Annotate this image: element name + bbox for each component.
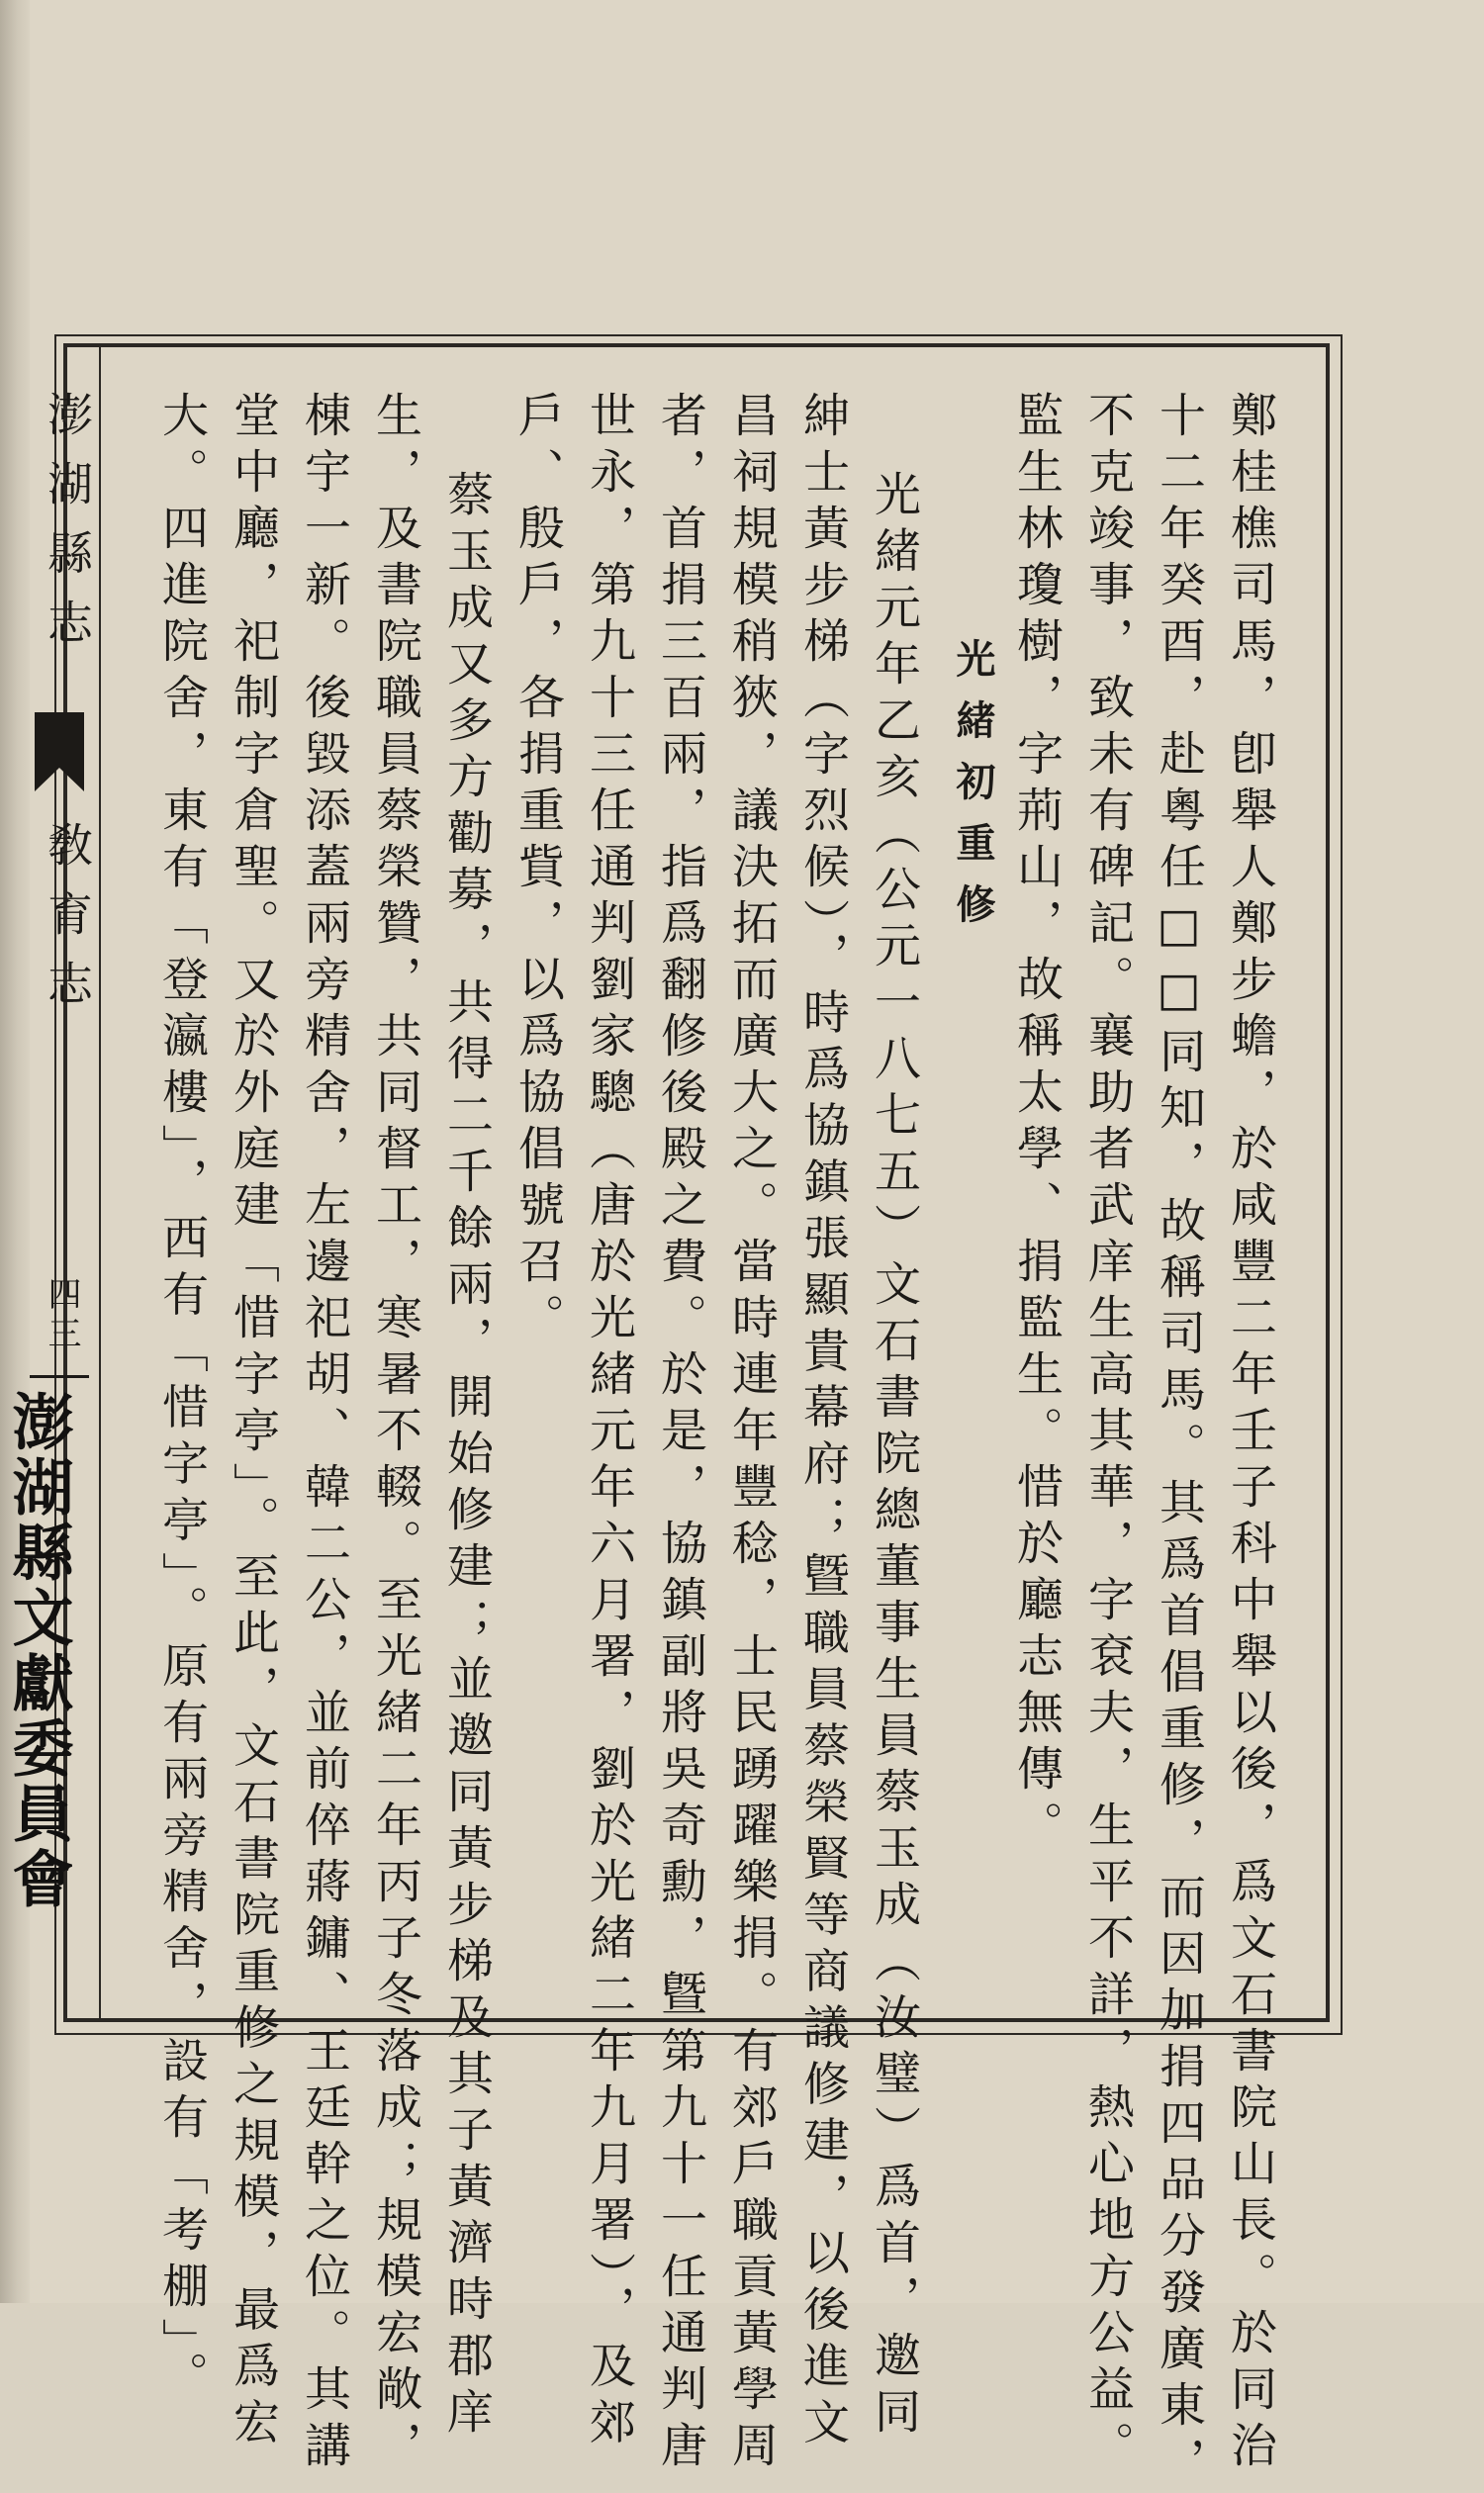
running-head-section: 敎育志 (41, 821, 94, 1029)
text-column-5: 光緒元年乙亥（公元一八七五）文石書院總董事生員蔡玉成（汝璧）爲首，邀同 (867, 470, 921, 2444)
text-column-6: 紳士黃步梯（字烈候），時爲協鎮張顯貴幕府；曁職員蔡榮賢等商議修建，以後進文 (795, 391, 850, 2454)
text-column-3: 不克竣事，致未有碑記。襄助者武庠生高其華，字袞夫，生平不詳，熱心地方公益。 (1080, 391, 1135, 2477)
text-column-14: 堂中廳，祀制字倉聖。又於外庭建「惜字亭」。至此，文石書院重修之規模，最爲宏 (226, 391, 280, 2454)
text-column-9: 世永，第九十三任通判劉家驄（唐於光緒元年六月署，劉於光緒二年九月署），及郊 (582, 391, 636, 2454)
text-column-15: 大。四進院舍，東有「登瀛樓」，西有「惜字亭」。原有兩旁精舍，設有「考棚」。 (154, 391, 209, 2408)
text-column-11: 蔡玉成又多方勸募，共得二千餘兩，開始修建；並邀同黃步梯及其子黃濟時郡庠 (439, 470, 494, 2444)
text-column-1: 鄭桂樵司馬，卽舉人鄭步蟾，於咸豐二年壬子科中舉以後，爲文石書院山長。於同治 (1223, 391, 1277, 2477)
publisher-imprint: 澎湖縣文獻委員會 (2, 1390, 74, 1912)
text-column-2: 十二年癸酉，赴粵任□□同知，故稱司馬。其爲首倡重修，而因加捐四品分發廣東， (1152, 391, 1206, 2493)
text-column-7: 昌祠規模稍狹，議決拓而廣大之。當時連年豐稔，士民踴躍樂捐。有郊戶職貢黃學周 (724, 391, 779, 2477)
section-heading: 光緒初重修 (950, 638, 996, 945)
text-column-4: 監生林瓊樹，字荊山，故稱太學、捐監生。惜於廳志無傳。 (1009, 391, 1064, 1857)
text-column-13: 棟宇一新。後毀添蓋兩旁精舍，左邊祀胡、韓二公，並前倅蔣鏞、王廷幹之位。其講 (297, 391, 351, 2477)
text-column-12: 生，及書院職員蔡榮贊，共同督工，寒暑不輟。至光緒二年丙子冬落成；規模宏敞， (368, 391, 422, 2477)
running-head-rule (30, 1375, 89, 1378)
text-column-8: 者，首捐三百兩，指爲翻修後殿之費。於是，協鎮副將吳奇勳，曁第九十一任通判唐 (653, 391, 707, 2477)
running-head-title: 澎湖縣志 (41, 391, 94, 668)
book-gutter (0, 0, 30, 2303)
page-number: 四三 (42, 1276, 81, 1355)
text-column-10: 戶、殷戶，各捐重貲，以爲協倡號召。 (510, 391, 565, 1349)
